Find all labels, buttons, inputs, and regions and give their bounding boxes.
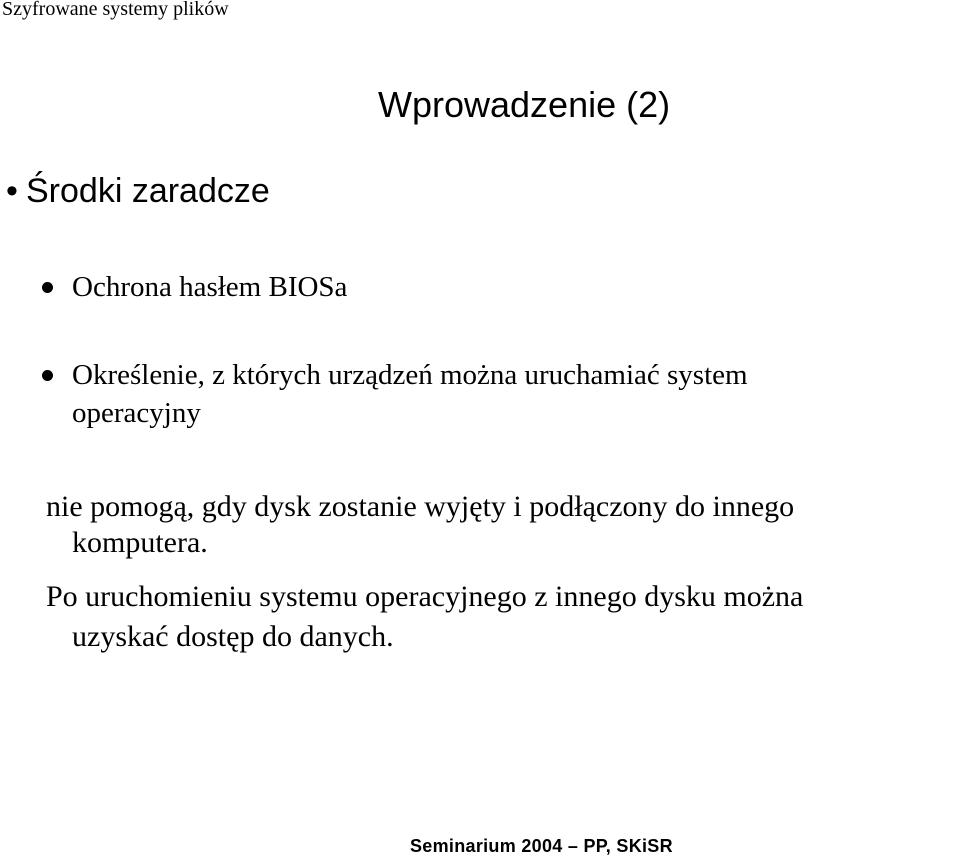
paragraph-line: nie pomogą, gdy dysk zostanie wyjęty i podłączony do innego [46,490,795,523]
list-item-text: Określenie, z których urządzeń można uruchamiać system [72,359,748,391]
slide-title: Wprowadzenie (2) [378,84,671,125]
paragraph [46,484,794,566]
paragraph-line-continued: uzyskać dostęp do danych. [72,620,394,653]
bullet-icon: • [6,172,18,210]
paragraph-line-continued: komputera. [72,526,208,559]
list-item-text: Ochrona hasłem BIOSa [72,271,348,303]
slide-footer: Seminarium 2004 – PP, SKiSR [410,836,673,856]
section-heading-text: Środki zaradcze [26,172,270,210]
list-item [42,268,922,306]
bullet-icon [42,282,53,293]
list-item [42,356,922,432]
document-header: Szyfrowane systemy plików [2,0,229,20]
bullet-icon [42,370,53,381]
paragraph-line: Po uruchomieniu systemu operacyjnego z innego dysku można [46,580,804,613]
section-heading [6,172,270,211]
list-item-text-continued: operacyjny [72,397,201,429]
paragraph [46,574,803,660]
